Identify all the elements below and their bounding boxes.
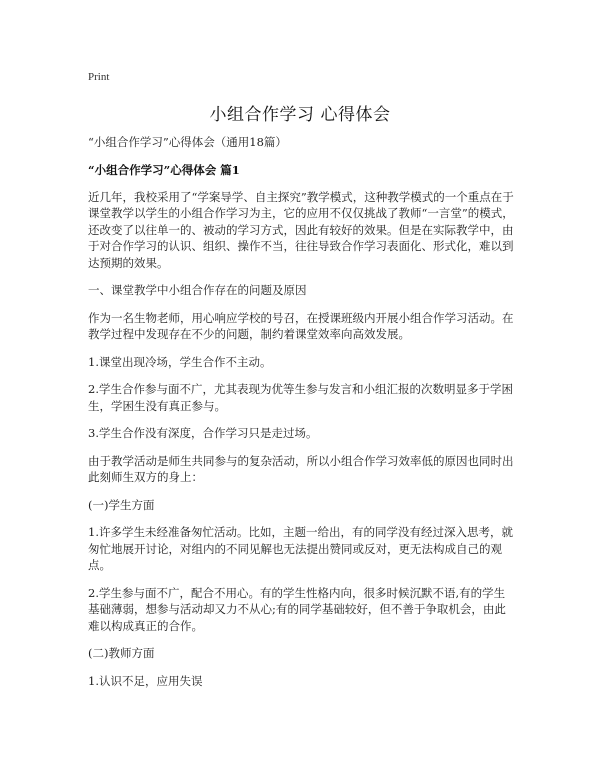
- paragraph-teacher-practice: 作为一名生物老师，用心响应学校的号召，在授课班级内开展小组合作学习活动。在教学过程中发现存在不少的问题，制约着课堂效率向高效发展。: [88, 310, 514, 341]
- document-body: [88, 128, 514, 700]
- document-subtitle: “小组合作学习”心得体会（通用18篇）: [88, 135, 287, 149]
- print-link[interactable]: Print: [88, 71, 110, 83]
- paragraph-section-one: 一、课堂教学中小组合作存在的问题及原因: [88, 283, 307, 297]
- paragraph-causes: 由于教学活动是师生共同参与的复杂活动，所以小组合作学习效率低的原因也同时出此刻师生双方的身上：: [88, 453, 514, 484]
- paragraph-student-2: 2.学生参与面不广，配合不用心。有的学生性格内向，很多时候沉默不语,有的学生基础薄弱，想参与活动却又力不从心;有的同学基础较好，但不善于争取机会，由此难以构成真正的合作。: [88, 585, 506, 633]
- section-heading: “小组合作学习”心得体会 篇1: [88, 162, 240, 177]
- page-title: 小组合作学习 心得体会: [209, 105, 391, 125]
- paragraph-teacher-1: 1.认识不足，应用失误: [88, 673, 203, 688]
- paragraph-intro: 近几年，我校采用了“学案导学、自主探究”教学模式，这种教学模式的一个重点在于课堂教学以学生的小组合作学习为主，它的应用不仅仅挑战了教师“一言堂”的模式，还改变了以往单一的、被动的学习方式，因此有较好的效果。但是在实际教学中，由于对合作学习的认识、组织、操作不当，往往导致合作学习表面化、形式化，难以到达预期的效果。: [88, 189, 514, 270]
- paragraph-problem-3: 3.学生合作没有深度，合作学习只是走过场。: [88, 426, 318, 440]
- paragraph-student-aspect: (一)学生方面: [88, 497, 155, 512]
- paragraph-student-1: 1.许多学生未经准备匆忙活动。比如，主题一给出，有的同学没有经过深入思考，就匆忙地展开讨论，对组内的不同见解也无法提出赞同或反对，更无法构成自己的观点。: [88, 525, 513, 572]
- paragraph-problem-2: 2.学生合作参与面不广，尤其表现为优等生参与发言和小组汇报的次数明显多于学困生，学困生没有真正参与。: [88, 382, 513, 413]
- paragraph-teacher-aspect: (二)教师方面: [88, 646, 155, 660]
- paragraph-problem-1: 1.课堂出现冷场，学生合作不主动。: [88, 354, 272, 369]
